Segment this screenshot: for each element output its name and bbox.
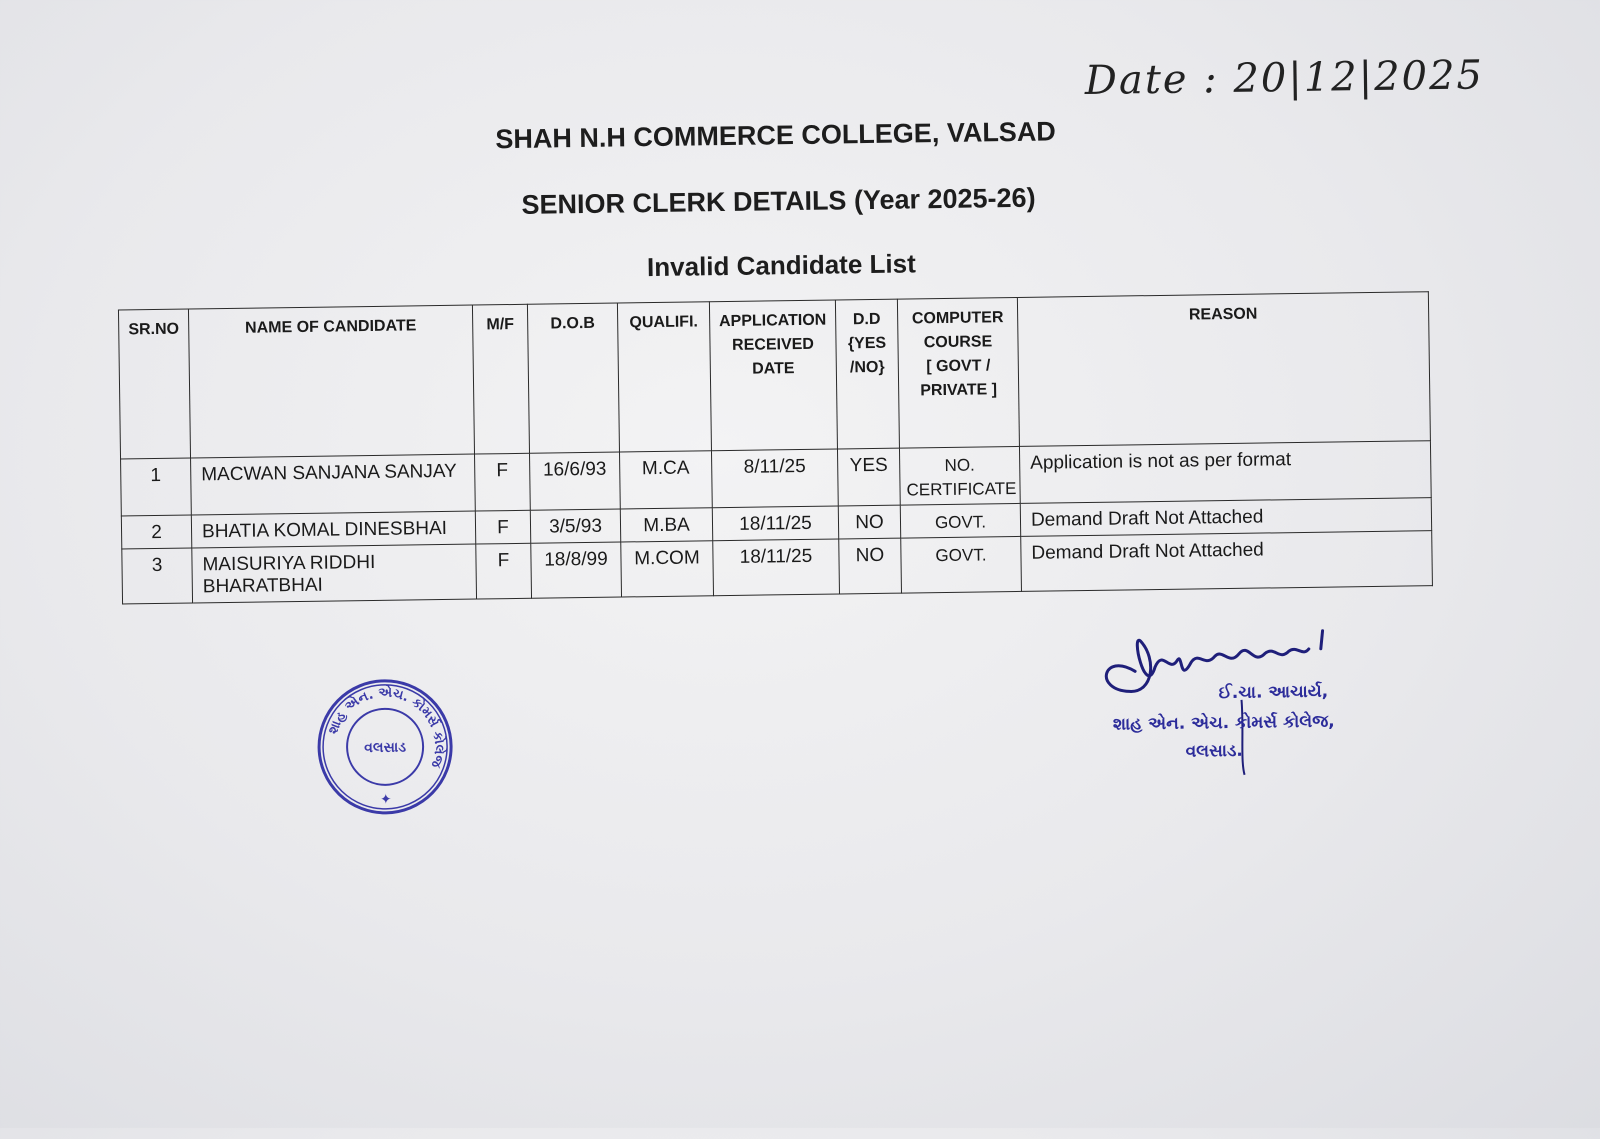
svg-text:શાહ એન. એચ. કોમર્સ કોલેજ,: શાહ એન. એચ. કોમર્સ કોલેજ, <box>1112 711 1335 735</box>
cell-computer-course: GOVT. <box>901 536 1022 593</box>
principal-signature <box>1082 608 1384 782</box>
details-title: SENIOR CLERK DETAILS (Year 2025-26) <box>521 182 1036 220</box>
table-header-row <box>118 292 1430 459</box>
cell-mf: F <box>476 543 532 599</box>
svg-text:શાહ એન. એચ. કોમર્સ કોલેજ: શાહ એન. એચ. કોમર્સ કોલેજ <box>325 685 447 770</box>
college-name: SHAH N.H COMMERCE COLLEGE, VALSAD <box>495 116 1057 155</box>
header-qualification: QUALIFI. <box>617 302 711 452</box>
seal-star-icon: ✦ <box>379 790 392 807</box>
cell-application-date: 8/11/25 <box>711 449 838 508</box>
cell-dob: 3/5/93 <box>530 509 620 543</box>
seal-center-text: વલસાડ <box>364 739 407 757</box>
cell-reason: Demand Draft Not Attached <box>1020 498 1431 537</box>
header-mf: M/F <box>472 304 529 454</box>
cell-qualification: M.COM <box>621 541 714 597</box>
cell-dob: 18/8/99 <box>531 542 622 598</box>
cell-name: BHATIA KOMAL DINESBHAI <box>191 511 475 548</box>
cell-sr: 2 <box>121 515 191 549</box>
header-sr-no: SR.NO <box>118 309 190 459</box>
svg-text:ઈ.ચા. આચાર્ય,: ઈ.ચા. આચાર્ય, <box>1218 681 1329 704</box>
cell-dd: NO <box>838 505 900 539</box>
cell-computer-course: GOVT. <box>900 503 1020 538</box>
handwritten-date: Date : 20|12|2025 <box>1084 52 1485 104</box>
cell-computer-course: NO. CERTIFICATE <box>899 446 1020 505</box>
cell-qualification: M.BA <box>620 508 712 542</box>
svg-text:વલસાડ.: વલસાડ. <box>1185 740 1243 762</box>
cell-name: MAISURIYA RIDDHI BHARATBHAI <box>192 544 477 603</box>
header-dd: D.D {YES /NO} <box>835 299 899 449</box>
cell-dob: 16/6/93 <box>530 452 621 510</box>
list-title: Invalid Candidate List <box>646 248 916 283</box>
cell-application-date: 18/11/25 <box>712 506 838 541</box>
cell-name: MACWAN SANJANA SANJAY <box>191 454 476 515</box>
header-dob: D.O.B <box>527 303 619 453</box>
header-reason: REASON <box>1017 292 1430 447</box>
cell-sr: 1 <box>121 458 192 516</box>
cell-reason: Application is not as per format <box>1019 441 1431 504</box>
cell-sr: 3 <box>122 548 193 604</box>
cell-mf: F <box>475 510 530 544</box>
header-name: NAME OF CANDIDATE <box>188 305 474 458</box>
candidate-table <box>118 291 1433 604</box>
cell-application-date: 18/11/25 <box>713 539 840 596</box>
cell-reason: Demand Draft Not Attached <box>1021 531 1433 592</box>
cell-dd: YES <box>837 448 900 506</box>
header-computer-course: COMPUTER COURSE [ GOVT / PRIVATE ] <box>897 297 1019 448</box>
cell-dd: NO <box>839 538 902 594</box>
college-seal-stamp <box>315 677 455 817</box>
cell-mf: F <box>475 453 531 511</box>
cell-qualification: M.CA <box>619 451 712 509</box>
header-application-date: APPLICATION RECEIVED DATE <box>709 300 837 451</box>
